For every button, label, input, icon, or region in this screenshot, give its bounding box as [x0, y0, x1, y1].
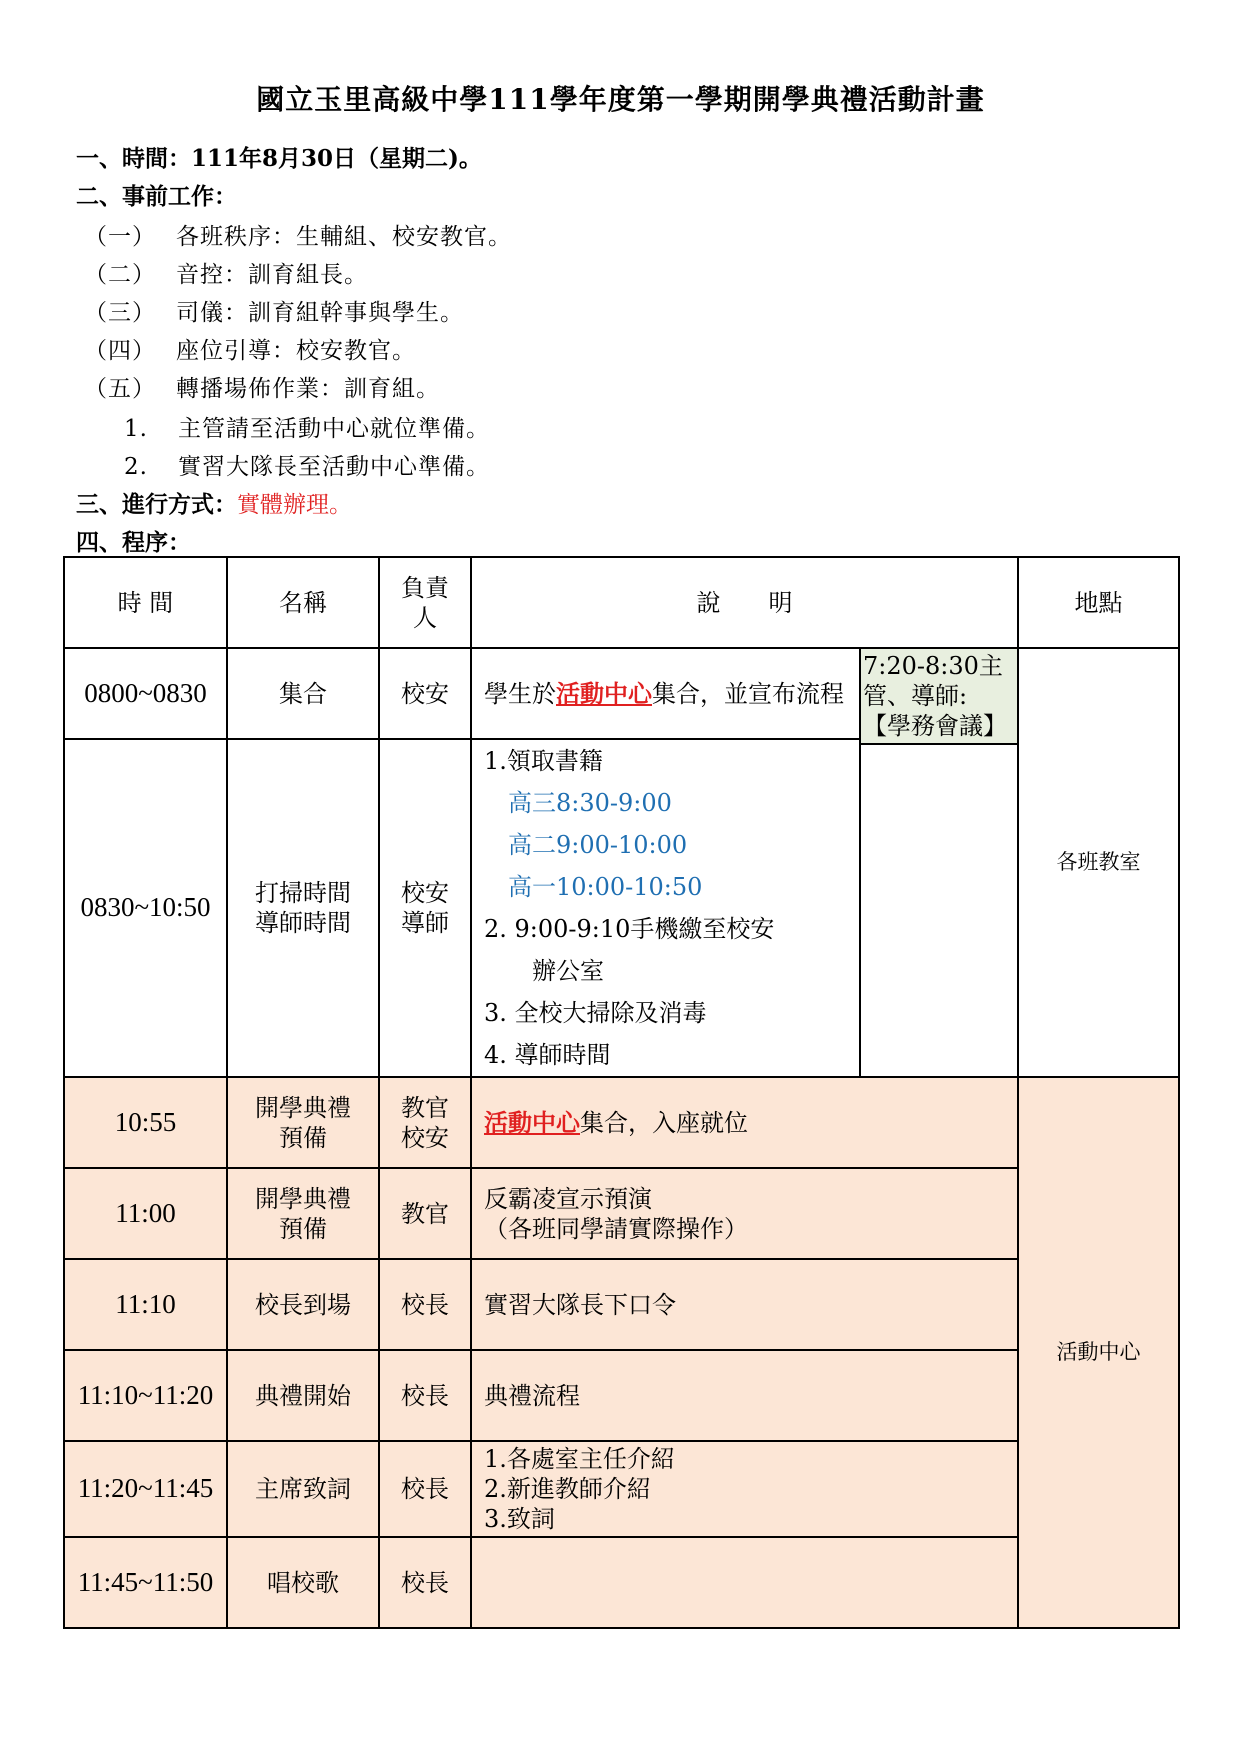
desc-cell: 1.各處室主任介紹 2.新進教師介紹 3.致詞: [471, 1441, 1018, 1537]
name-cell: 開學典禮預備: [227, 1077, 379, 1168]
person-cell: 教官: [379, 1168, 471, 1259]
sub-item: 2. 實習大隊長至活動中心準備。: [124, 454, 490, 480]
section-method: 三、進行方式：實體辦理。: [76, 491, 352, 518]
table-row: [64, 1168, 1179, 1259]
name-cell: 校長到場: [227, 1259, 379, 1350]
desc-cell: [471, 1537, 1018, 1628]
activity-center-highlight: 活動中心: [484, 1107, 580, 1137]
desc-line: 2. 9:00-9:10手機繳至校安: [484, 915, 775, 943]
table-header-row: [64, 557, 1179, 648]
desc-cell: 學生於活動中心集合，並宣布流程: [471, 648, 860, 739]
meeting-note: 7:20-8:30主管、導師:【學務會議】: [861, 649, 1017, 745]
page-title: 國立玉里高級中學111學年度第一學期開學典禮活動計畫: [256, 83, 985, 116]
desc-cell: 活動中心集合，入座就位: [471, 1077, 1018, 1168]
place-classroom: 各班教室: [1018, 648, 1179, 1077]
name-cell: 開學典禮預備: [227, 1168, 379, 1259]
section-program-heading: 四、程序：: [76, 529, 191, 556]
book-time: 高三8:30-9:00: [508, 789, 672, 817]
desc-cell: 典禮流程: [471, 1350, 1018, 1441]
person-cell: 校長: [379, 1537, 471, 1628]
desc-cell: 實習大隊長下口令: [471, 1259, 1018, 1350]
desc-line: 辦公室: [532, 957, 604, 985]
table-row: [64, 648, 1179, 739]
name-cell: 主席致詞: [227, 1441, 379, 1537]
time-cell: 0830~10:50: [64, 739, 227, 1077]
person-cell: 校長: [379, 1441, 471, 1537]
task-item: （二） 音控：訓育組長。: [84, 262, 368, 288]
desc-line: 1.領取書籍: [484, 747, 603, 775]
time-cell: 11:00: [64, 1168, 227, 1259]
name-cell: 典禮開始: [227, 1350, 379, 1441]
sub-item: 1. 主管請至活動中心就位準備。: [124, 416, 490, 442]
time-cell: 11:10: [64, 1259, 227, 1350]
place-activity-center: 活動中心: [1018, 1077, 1179, 1628]
name-cell: 集合: [227, 648, 379, 739]
activity-center-highlight: 活動中心: [556, 678, 652, 708]
desc-cell: [471, 739, 860, 1077]
table-row: [64, 1350, 1179, 1441]
book-time: 高一10:00-10:50: [508, 873, 703, 901]
desc-cell: 反霸凌宣示預演 （各班同學請實際操作）: [471, 1168, 1018, 1259]
person-cell: 教官校安: [379, 1077, 471, 1168]
header-person: 負責人: [379, 557, 471, 648]
table-row: [64, 1537, 1179, 1628]
desc-line: 3. 全校大掃除及消毒: [484, 999, 707, 1027]
schedule-table: [63, 556, 1180, 1629]
person-cell: 校安: [379, 648, 471, 739]
table-row: [64, 1441, 1179, 1537]
person-cell: 校安導師: [379, 739, 471, 1077]
book-time: 高二9:00-10:00: [508, 831, 688, 859]
task-item: （五） 轉播場佈作業：訓育組。: [84, 376, 440, 402]
time-cell: 11:45~11:50: [64, 1537, 227, 1628]
header-time: 時 間: [64, 557, 227, 648]
time-cell: 10:55: [64, 1077, 227, 1168]
time-cell: 0800~0830: [64, 648, 227, 739]
task-item: （四） 座位引導：校安教官。: [84, 338, 416, 364]
header-place: 地點: [1018, 557, 1179, 648]
section-prep-heading: 二、事前工作：: [76, 183, 237, 210]
time-cell: 11:10~11:20: [64, 1350, 227, 1441]
header-desc: 說 明: [471, 557, 1018, 648]
desc-line: 4. 導師時間: [484, 1041, 611, 1069]
person-cell: 校長: [379, 1259, 471, 1350]
name-cell: 唱校歌: [227, 1537, 379, 1628]
method-value: 實體辦理。: [237, 492, 352, 518]
task-item: （三） 司儀：訓育組幹事與學生。: [84, 300, 464, 326]
time-cell: 11:20~11:45: [64, 1441, 227, 1537]
person-cell: 校長: [379, 1350, 471, 1441]
task-item: （一） 各班秩序：生輔組、校安教官。: [84, 224, 512, 250]
meeting-note-cell: [860, 648, 1018, 1077]
table-row: [64, 1077, 1179, 1168]
section-time: 一、時間：111年8月30日（星期二)。: [76, 145, 482, 172]
table-row: [64, 1259, 1179, 1350]
name-cell: 打掃時間導師時間: [227, 739, 379, 1077]
header-name: 名稱: [227, 557, 379, 648]
